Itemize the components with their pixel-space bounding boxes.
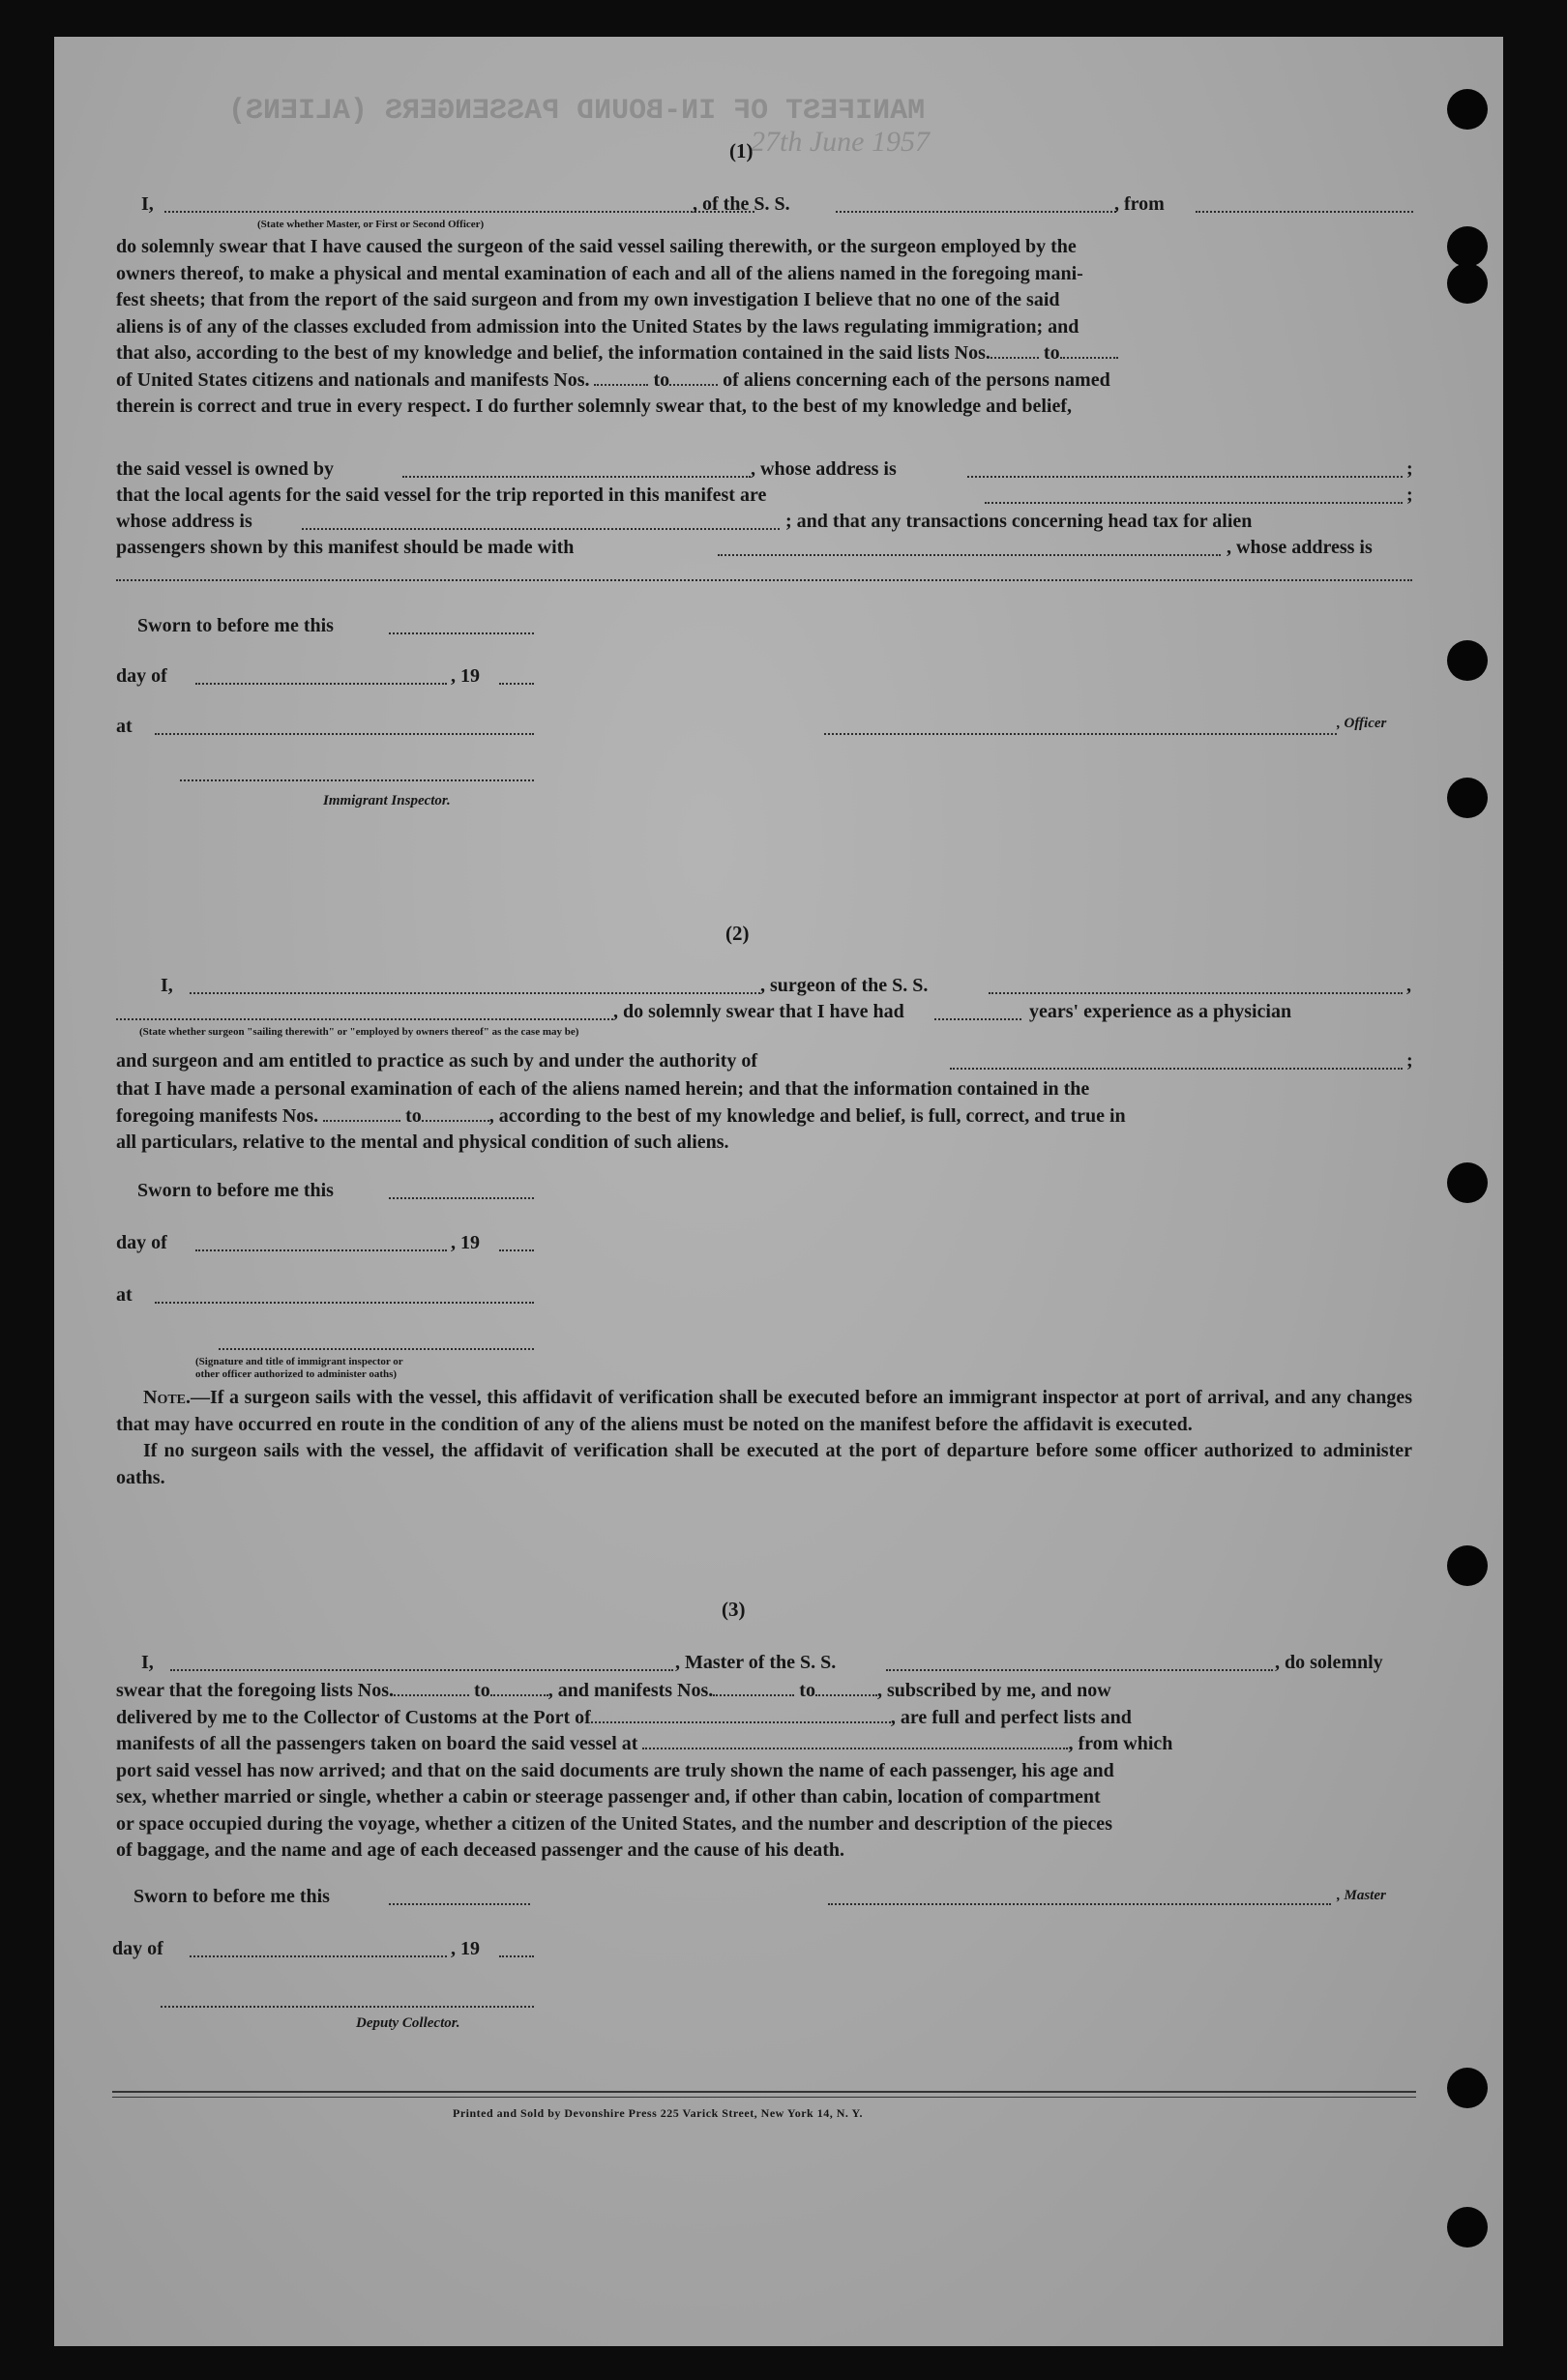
punch-hole — [1447, 2207, 1488, 2248]
s3-lists-to-field[interactable] — [490, 1679, 548, 1696]
s1-from-field[interactable] — [1196, 195, 1413, 213]
s1-day-of-label: day of — [116, 665, 167, 687]
s3-line: or space occupied during the voyage, whether a citizen of the United States, and the number and description of the pieces — [116, 1812, 1112, 1835]
s1-headtax-address-field[interactable] — [116, 564, 1412, 581]
s1-owner-address-label: , whose address is — [751, 458, 897, 480]
s1-line: therein is correct and true in every respect. I do further solemnly swear that, to the best of my knowledge and belief, — [116, 396, 1073, 417]
s3-manifest-to-field[interactable] — [815, 1679, 877, 1696]
printer-imprint: Printed and Sold by Devonshire Press 225 Varick Street, New York 14, N. Y. — [453, 2106, 864, 2120]
s2-at-label: at — [116, 1284, 133, 1306]
s2-ship-field[interactable] — [989, 977, 1403, 994]
punch-hole — [1447, 1162, 1488, 1203]
s3-year-field[interactable] — [499, 1940, 534, 1957]
s1-headtax-party-field[interactable] — [718, 539, 1221, 556]
s1-month-field[interactable] — [195, 667, 447, 685]
s3-deputy-caption: Deputy Collector. — [356, 2015, 460, 2031]
s1-semicolon: ; — [1406, 485, 1413, 506]
note — [116, 1385, 1412, 1491]
s1-paragraph — [116, 234, 1412, 421]
note-label: Note. — [143, 1387, 192, 1408]
s2-manifest-from-field[interactable] — [323, 1104, 400, 1122]
s2-sig-caption: other officer authorized to administer oaths) — [195, 1368, 398, 1380]
s3-year-label: , 19 — [451, 1938, 480, 1959]
s1-from-label: , from — [1114, 193, 1165, 215]
s1-ss-label: , of the S. S. — [693, 193, 790, 215]
s1-ship-field[interactable] — [836, 195, 1116, 213]
s1-officer-field[interactable] — [164, 195, 754, 213]
s1-manifest-to-field[interactable] — [669, 368, 718, 386]
punch-hole — [1447, 226, 1488, 267]
s1-line: of United States citizens and nationals and manifests Nos. to of aliens concerning each of the persons named — [116, 368, 1110, 391]
note-p2: If no surgeon sails with the vessel, the affidavit of verification shall be executed at the port of departure before some officer authorized to administer oaths. — [116, 1440, 1412, 1488]
s3-line: port said vessel has now arrived; and that on the said documents are truly shown the name of each passenger, his age and — [116, 1759, 1114, 1781]
s3-departure-field[interactable] — [642, 1732, 1068, 1749]
s2-line: that I have made a personal examination of each of the aliens named herein; and that the information contained in the — [116, 1078, 1090, 1100]
s1-agent-address-label: whose address is — [116, 511, 252, 532]
s3-line: of baggage, and the name and age of each deceased passenger and the cause of his death. — [116, 1839, 844, 1861]
s2-sig-caption: (Signature and title of immigrant inspector or — [195, 1356, 403, 1367]
s3-line: delivered by me to the Collector of Customs at the Port of , are full and perfect lists and — [116, 1706, 1132, 1728]
s1-officer-caption: , Officer — [1337, 716, 1387, 731]
s2-surgeon-caption: (State whether surgeon "sailing therewith" or "employed by owners thereof" as the case may be) — [139, 1026, 579, 1038]
s1-sworn-date-field[interactable] — [389, 617, 534, 634]
s1-lists-to-field[interactable] — [1060, 341, 1118, 359]
bleed-through-date: 27th June 1957 — [751, 126, 930, 158]
s3-i-label: I, — [141, 1652, 154, 1673]
s2-sworn-label: Sworn to before me this — [137, 1180, 334, 1201]
s3-master-caption: , Master — [1337, 1888, 1386, 1903]
s1-manifest-from-field[interactable] — [594, 368, 648, 386]
note-p1: Note.—If a surgeon sails with the vessel, this affidavit of verification shall be executed before an immigrant inspector at port of arrival, and any changes that may have occurred en route in the condition of any of the aliens must be noted on the manifest before the affidavit is executed. — [116, 1387, 1412, 1435]
s1-officer-caption: (State whether Master, or First or Second Officer) — [257, 219, 485, 230]
s3-manifest-from-field[interactable] — [713, 1679, 794, 1696]
s2-authority-field[interactable] — [950, 1052, 1403, 1070]
s2-swear-label: , do solemnly swear that I have had — [613, 1001, 904, 1022]
s1-sworn-label: Sworn to before me this — [137, 615, 334, 636]
s2-comma: , — [1406, 975, 1411, 996]
s2-surgeon-type-field[interactable] — [116, 1003, 613, 1020]
s2-years-field[interactable] — [934, 1003, 1021, 1020]
s3-ship-field[interactable] — [886, 1654, 1273, 1671]
s3-line: manifests of all the passengers taken on board the said vessel at , from which — [116, 1733, 1173, 1754]
s1-headtax-label: ; and that any transactions concerning head tax for alien — [785, 511, 1253, 532]
s3-master-name-field[interactable] — [170, 1654, 673, 1671]
s1-line: aliens is of any of the classes excluded from admission into the United States by the laws regulating immigration; and — [116, 315, 1079, 338]
s2-at-field[interactable] — [155, 1286, 534, 1304]
s2-years-label: years' experience as a physician — [1029, 1001, 1292, 1022]
s2-manifest-to-field[interactable] — [422, 1104, 489, 1122]
punch-hole — [1447, 1545, 1488, 1586]
s3-port-field[interactable] — [591, 1706, 891, 1723]
s3-solemnly-label: , do solemnly — [1275, 1652, 1383, 1673]
footer-rule — [112, 2097, 1416, 2098]
s2-year-field[interactable] — [499, 1234, 534, 1251]
s2-year-label: , 19 — [451, 1232, 480, 1253]
s1-owner-address-field[interactable] — [967, 460, 1403, 478]
s2-authority-label: and surgeon and am entitled to practice as such by and under the authority of — [116, 1050, 758, 1072]
s1-line: do solemnly swear that I have caused the surgeon of the said vessel sailing therewith, or the surgeon employed by the — [116, 236, 1077, 257]
s1-line: fest sheets; that from the report of the said surgeon and from my own investigation I believe that no one of the said — [116, 289, 1060, 310]
footer-rule — [112, 2091, 1416, 2093]
section-1-number: (1) — [729, 139, 754, 162]
s3-sworn-label: Sworn to before me this — [133, 1886, 330, 1907]
punch-hole — [1447, 89, 1488, 130]
s1-officer-signature-field[interactable] — [824, 718, 1337, 735]
s3-deputy-signature-field[interactable] — [161, 1990, 534, 2008]
punch-hole — [1447, 263, 1488, 304]
s2-paragraph — [116, 1076, 1412, 1157]
s3-day-of-label: day of — [112, 1938, 163, 1959]
s2-inspector-signature-field[interactable] — [219, 1333, 534, 1350]
s2-surgeon-of-label: , surgeon of the S. S. — [760, 975, 929, 996]
section-2-number: (2) — [725, 922, 750, 945]
s1-agents-label: that the local agents for the said vessel for the trip reported in this manifest are — [116, 485, 767, 506]
s1-agents-field[interactable] — [985, 486, 1403, 504]
s3-line: swear that the foregoing lists Nos. to , and manifests Nos. to , subscribed by me, and now — [116, 1680, 1111, 1701]
section-3-number: (3) — [722, 1598, 746, 1621]
s1-owner-field[interactable] — [402, 460, 751, 478]
s3-lists-from-field[interactable] — [394, 1679, 469, 1696]
s2-line: all particulars, relative to the mental and physical condition of such aliens. — [116, 1131, 729, 1153]
s1-line: owners thereof, to make a physical and mental examination of each and all of the aliens named in the foregoing mani- — [116, 262, 1083, 284]
s1-i-label: I, — [141, 193, 154, 215]
s1-at-field[interactable] — [155, 718, 534, 735]
punch-hole — [1447, 2068, 1488, 2108]
s1-passengers-label: passengers shown by this manifest should be made with — [116, 537, 575, 558]
s2-sworn-date-field[interactable] — [389, 1182, 534, 1199]
s2-day-of-label: day of — [116, 1232, 167, 1253]
s2-surgeon-name-field[interactable] — [190, 977, 760, 994]
s1-agent-address-field[interactable] — [302, 513, 780, 530]
s1-year-label: , 19 — [451, 665, 480, 687]
s2-i-label: I, — [161, 975, 173, 996]
s1-line: that also, according to the best of my knowledge and belief, the information contained in the said lists Nos. to — [116, 340, 1412, 367]
punch-hole — [1447, 778, 1488, 818]
s1-lists-from-field[interactable] — [990, 341, 1039, 359]
s1-whose-address-end: , whose address is — [1227, 537, 1373, 558]
s1-owned-label: the said vessel is owned by — [116, 458, 335, 480]
s3-master-signature-field[interactable] — [828, 1888, 1331, 1905]
s1-semicolon: ; — [1406, 458, 1413, 480]
s3-sworn-date-field[interactable] — [389, 1888, 530, 1905]
s3-month-field[interactable] — [190, 1940, 447, 1957]
s1-inspector-caption: Immigrant Inspector. — [323, 793, 451, 808]
s2-semicolon: ; — [1406, 1050, 1413, 1072]
s1-at-label: at — [116, 716, 133, 737]
s2-line: foregoing manifests Nos. to , according to the best of my knowledge and belief, is full, correct, and true in — [116, 1104, 1126, 1127]
s2-month-field[interactable] — [195, 1234, 447, 1251]
s3-lines — [116, 1678, 1412, 1865]
s3-master-of-label: , Master of the S. S. — [675, 1652, 837, 1673]
s1-inspector-signature-field[interactable] — [180, 764, 534, 781]
bleed-through-header: MANIFEST OF IN-BOUND PASSENGERS (ALIENS) — [228, 95, 926, 128]
form-page — [54, 37, 1503, 2346]
s1-year-field[interactable] — [499, 667, 534, 685]
punch-hole — [1447, 640, 1488, 681]
s3-line: sex, whether married or single, whether a cabin or steerage passenger and, if other than cabin, location of compartment — [116, 1786, 1101, 1807]
